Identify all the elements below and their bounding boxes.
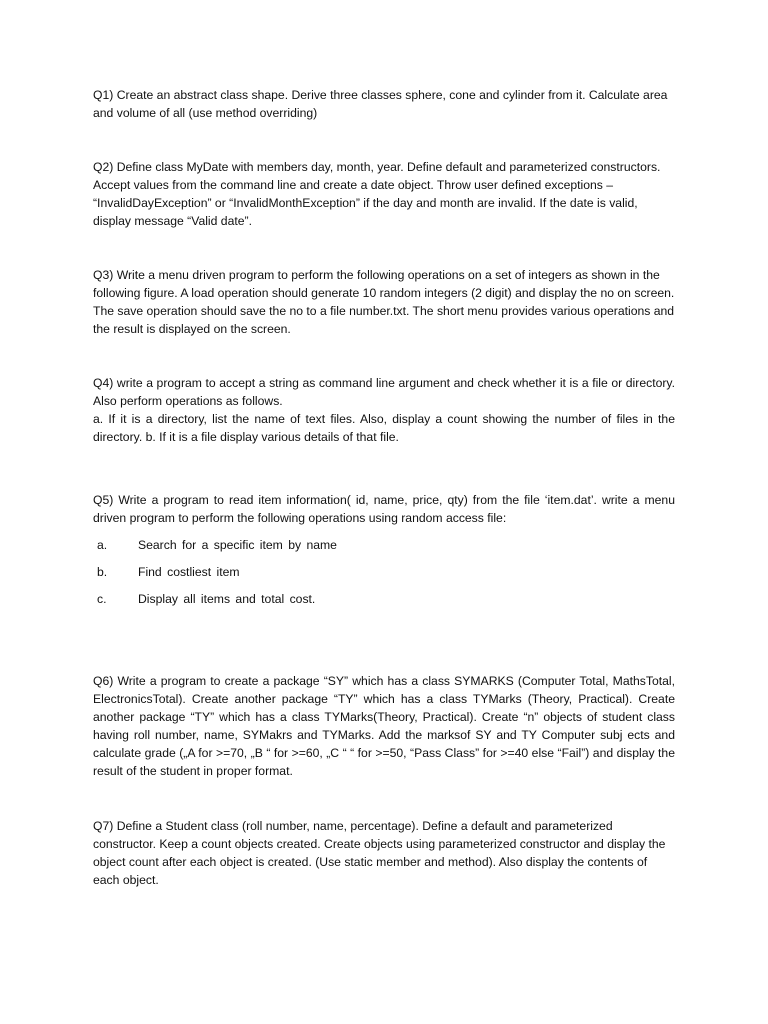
question-4-text: Q4) write a program to accept a string as command line argument and check whether it is a file or directory. Also perform operations as follows. [93, 376, 675, 408]
question-3-text: Q3) Write a menu driven program to perform the following operations on a set of integers as shown in the following figure. A load operation should generate 10 random integers (2 digit) and display the no on screen. The save operation should save the no to a file number.txt. The short menu provides various operations and the result is displayed on the screen. [93, 268, 675, 336]
question-2-text: Q2) Define class MyDate with members day, month, year. Define default and parameterized constructors. Accept values from the command line and create a date object. Throw user defined exceptions – “InvalidDayException” or “InvalidMonthException” if the day and month are invalid. If the date is valid, display message “Valid date”. [93, 160, 661, 228]
question-4 [93, 374, 675, 446]
question-5-item-marker: c. [97, 592, 107, 606]
question-5-item-marker: b. [97, 565, 108, 579]
question-5-item [93, 563, 675, 581]
question-4-detail: a. If it is a directory, list the name of text files. Also, display a count showing the number of files in the directory. b. If it is a file display various details of that file. [93, 412, 675, 444]
question-5-item-label: Find costliest item [138, 565, 240, 579]
question-7-text: Q7) Define a Student class (roll number, name, percentage). Define a default and parameterized constructor. Keep a count objects created. Create objects using parameterized constructor and display the object count after each object is created. (Use static member and method). Also display the contents of each object. [93, 819, 666, 887]
question-5-item-label: Search for a specific item by name [138, 538, 337, 552]
question-5-item-marker: a. [97, 538, 108, 552]
question-3 [93, 266, 675, 338]
question-5-item-label: Display all items and total cost. [138, 592, 316, 606]
question-2 [93, 158, 675, 230]
question-7 [93, 817, 675, 889]
question-5 [93, 491, 675, 608]
question-5-text: Q5) Write a program to read item information( id, name, price, qty) from the file ‘item.dat’. write a menu driven program to perform the following operations using random access file: [93, 493, 675, 525]
question-1 [93, 86, 675, 122]
question-5-item [93, 536, 675, 554]
question-6-text: Q6) Write a program to create a package “SY” which has a class SYMARKS (Computer Total, MathsTotal, ElectronicsTotal). Create another package “TY” which has a class TYMarks (Theory, Practical). Create another package “TY” which has a class TYMarks(Theory, Practical). Create “n” objects of student class having roll number, name, SYMakrs and TYMarks. Add the marksof SY and TY Computer subj ects and calculate grade („A for >=70, „B “ for >=60, „C “ “ for >=50, “Pass Class” for >=40 else “Fail”) and display the result of the student in proper format. [93, 674, 675, 778]
question-5-item [93, 590, 675, 608]
question-6 [93, 672, 675, 780]
question-1-text: Q1) Create an abstract class shape. Derive three classes sphere, cone and cylinder from it. Calculate area and volume of all (use method overriding) [93, 88, 668, 120]
